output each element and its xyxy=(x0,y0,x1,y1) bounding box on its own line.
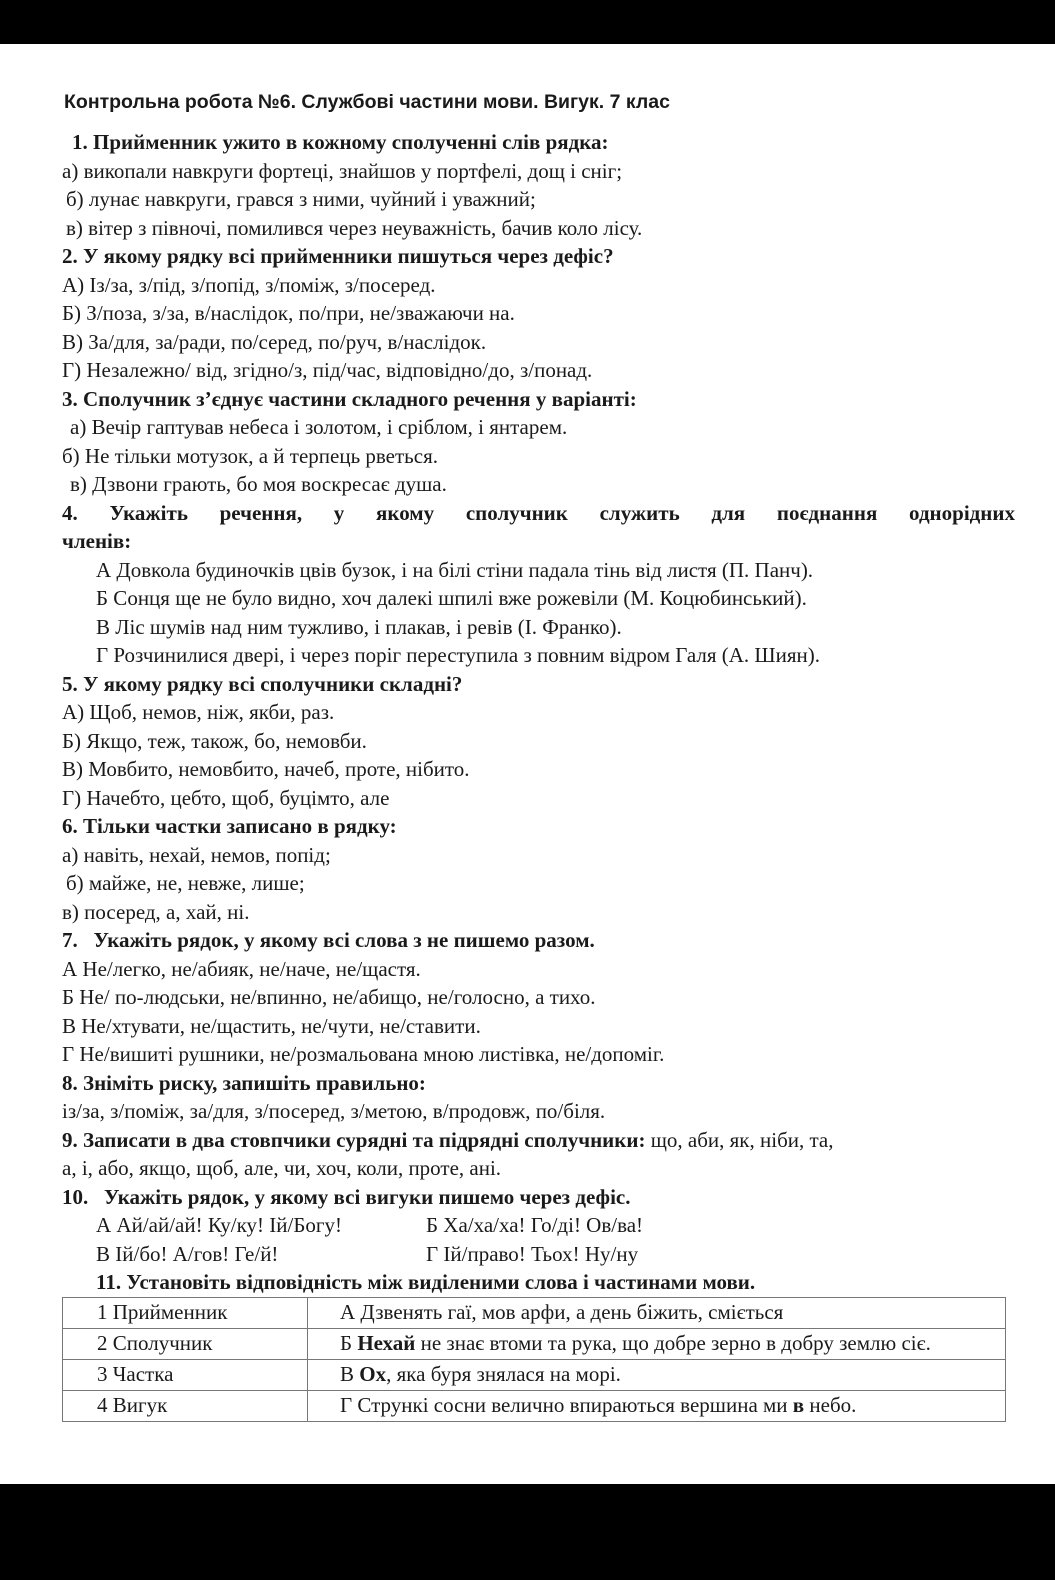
q1-option-a: а) викопали навкруги фортеці, знайшов у портфелі, дощ і сніг; xyxy=(62,158,623,183)
table-cell-part-of-speech: 2 Сполучник xyxy=(63,1328,308,1359)
q2-option-c: В) За/для, за/ради, по/серед, по/руч, в/наслідок. xyxy=(62,329,487,354)
highlighted-word: Нехай xyxy=(357,1330,416,1355)
sentence-text: В xyxy=(340,1361,360,1386)
document-page xyxy=(0,44,1055,1484)
q10-option-d: Г Ій/право! Тьох! Ну/ну xyxy=(426,1241,639,1266)
table-cell-sentence xyxy=(308,1297,1006,1328)
question-3: 3. Сполучник з’єднує частини складного речення у варіанті: xyxy=(62,386,637,411)
highlighted-word: в xyxy=(792,1392,805,1417)
table-cell-sentence xyxy=(308,1359,1006,1390)
question-5: 5. У якому рядку всі сполучники складні? xyxy=(62,671,463,696)
q4-option-c: В Ліс шумів над ним тужливо, і плакав, і ревів (І. Франко). xyxy=(96,614,622,639)
q10-option-a: А Ай/ай/ай! Ку/ку! Ій/Богу! xyxy=(96,1213,342,1237)
table-cell-part-of-speech: 3 Частка xyxy=(63,1359,308,1390)
highlighted-word: Ох xyxy=(359,1361,387,1386)
document-title: Контрольна робота №6. Службові частини мови. Вигук. 7 клас xyxy=(64,91,670,113)
q2-option-d: Г) Незалежно/ від, згідно/з, під/час, відповідно/до, з/понад. xyxy=(62,358,593,382)
table-cell-sentence xyxy=(308,1390,1006,1421)
sentence-text: Б xyxy=(340,1330,358,1355)
q2-option-a: А) Із/за, з/під, з/попід, з/поміж, з/посеред. xyxy=(62,272,436,297)
q5-option-a: А) Щоб, немов, ніж, якби, раз. xyxy=(62,700,335,724)
q9-text-line-1: що, аби, як, ніби, та, xyxy=(645,1127,834,1152)
q2-option-b: Б) З/поза, з/за, в/наслідок, по/при, не/зважаючи на. xyxy=(62,301,515,325)
bottom-black-bar xyxy=(0,1484,1055,1580)
question-1: 1. Прийменник ужито в кожному сполученні слів рядка: xyxy=(72,130,609,154)
question-11: 11. Установіть відповідність між виділеними слова і частинами мови. xyxy=(96,1270,756,1294)
sentence-text: А Дзвенять гаї, мов арфи, а день біжить, сміється xyxy=(340,1299,784,1324)
q9-text-line-2: а, і, або, якщо, щоб, але, чи, хоч, коли, проте, ані. xyxy=(62,1156,502,1180)
q5-option-c: В) Мовбито, немовбито, начеб, проте, нібито. xyxy=(62,757,470,781)
question-6: 6. Тільки частки записано в рядку: xyxy=(62,814,397,838)
table-cell-sentence xyxy=(308,1328,1006,1359)
table-row xyxy=(63,1390,1006,1421)
q7-option-c: В Не/хтувати, не/щастить, не/чути, не/ставити. xyxy=(62,1013,481,1038)
question-4-line-1: 4. Укажіть речення, у якому сполучник служить для поєднання однорідних xyxy=(62,500,1015,525)
q10-options-row-2 xyxy=(62,1240,1015,1269)
q6-option-a: а) навіть, нехай, немов, попід; xyxy=(62,842,331,867)
table-cell-part-of-speech: 1 Прийменник xyxy=(63,1297,308,1328)
matching-table xyxy=(62,1297,1006,1422)
q10-option-b: Б Ха/ха/ха! Го/ді! Ов/ва! xyxy=(426,1213,644,1237)
question-7: 7. Укажіть рядок, у якому всі слова з не пишемо разом. xyxy=(62,928,595,952)
table-row xyxy=(63,1328,1006,1359)
q10-option-c: В Ій/бо! А/гов! Ге/й! xyxy=(96,1241,279,1266)
question-9: 9. Записати в два стовпчики сурядні та підрядні сполучники: xyxy=(62,1127,646,1152)
q5-option-d: Г) Начебто, цебто, щоб, буцімто, але xyxy=(62,785,390,810)
q7-option-b: Б Не/ по-людськи, не/впинно, не/абищо, не/голосно, а тихо. xyxy=(62,985,596,1009)
q1-option-b: б) лунає навкруги, грався з ними, чуйний і уважний; xyxy=(66,187,536,211)
q1-option-c: в) вітер з півночі, помилився через неуважність, бачив коло лісу. xyxy=(66,215,643,240)
table-row xyxy=(63,1297,1006,1328)
q7-option-a: А Не/легко, не/абияк, не/наче, не/щастя. xyxy=(62,956,421,981)
q10-options-row-1 xyxy=(62,1211,1015,1240)
q5-option-b: Б) Якщо, теж, також, бо, немовби. xyxy=(62,728,367,753)
question-10: 10. Укажіть рядок, у якому всі вигуки пишемо через дефіс. xyxy=(62,1184,631,1209)
question-9-line-1 xyxy=(62,1126,1015,1155)
sentence-text: небо. xyxy=(804,1392,857,1417)
question-4-line-2: членів: xyxy=(62,529,132,553)
q3-option-c: в) Дзвони грають, бо моя воскресає душа. xyxy=(70,472,447,496)
q4-option-a: А Довкола будиночків цвів бузок, і на білі стіни падала тінь від листя (П. Панч). xyxy=(96,557,814,582)
sentence-text: Г Стрункі сосни велично впираються вершина ми xyxy=(340,1392,793,1417)
q3-option-a: а) Вечір гаптував небеса і золотом, і сріблом, і янтарем. xyxy=(70,415,568,439)
top-black-bar xyxy=(0,0,1055,44)
table-row xyxy=(63,1359,1006,1390)
table-cell-part-of-speech: 4 Вигук xyxy=(63,1390,308,1421)
question-2: 2. У якому рядку всі прийменники пишуться через дефіс? xyxy=(62,244,614,268)
q7-option-d: Г Не/вишиті рушники, не/розмальована мною листівка, не/допоміг. xyxy=(62,1042,665,1066)
q4-option-d: Г Розчинилися двері, і через поріг переступила з повним відром Галя (А. Шиян). xyxy=(96,643,820,667)
sentence-text: , яка буря знялася на морі. xyxy=(386,1361,621,1386)
q3-option-b: б) Не тільки мотузок, а й терпець рветься. xyxy=(62,443,438,468)
q8-text: із/за, з/поміж, за/для, з/посеред, з/метою, в/продовж, по/біля. xyxy=(62,1099,606,1123)
q6-option-b: б) майже, не, невже, лише; xyxy=(66,871,305,895)
sentence-text: не знає втоми та рука, що добре зерно в добру землю сіє. xyxy=(415,1330,931,1355)
q4-option-b: Б Сонця ще не було видно, хоч далекі шпилі вже рожевіли (М. Коцюбинський). xyxy=(96,586,807,610)
question-8: 8. Зніміть риску, запишіть правильно: xyxy=(62,1070,426,1095)
q6-option-c: в) посеред, а, хай, ні. xyxy=(62,899,250,924)
